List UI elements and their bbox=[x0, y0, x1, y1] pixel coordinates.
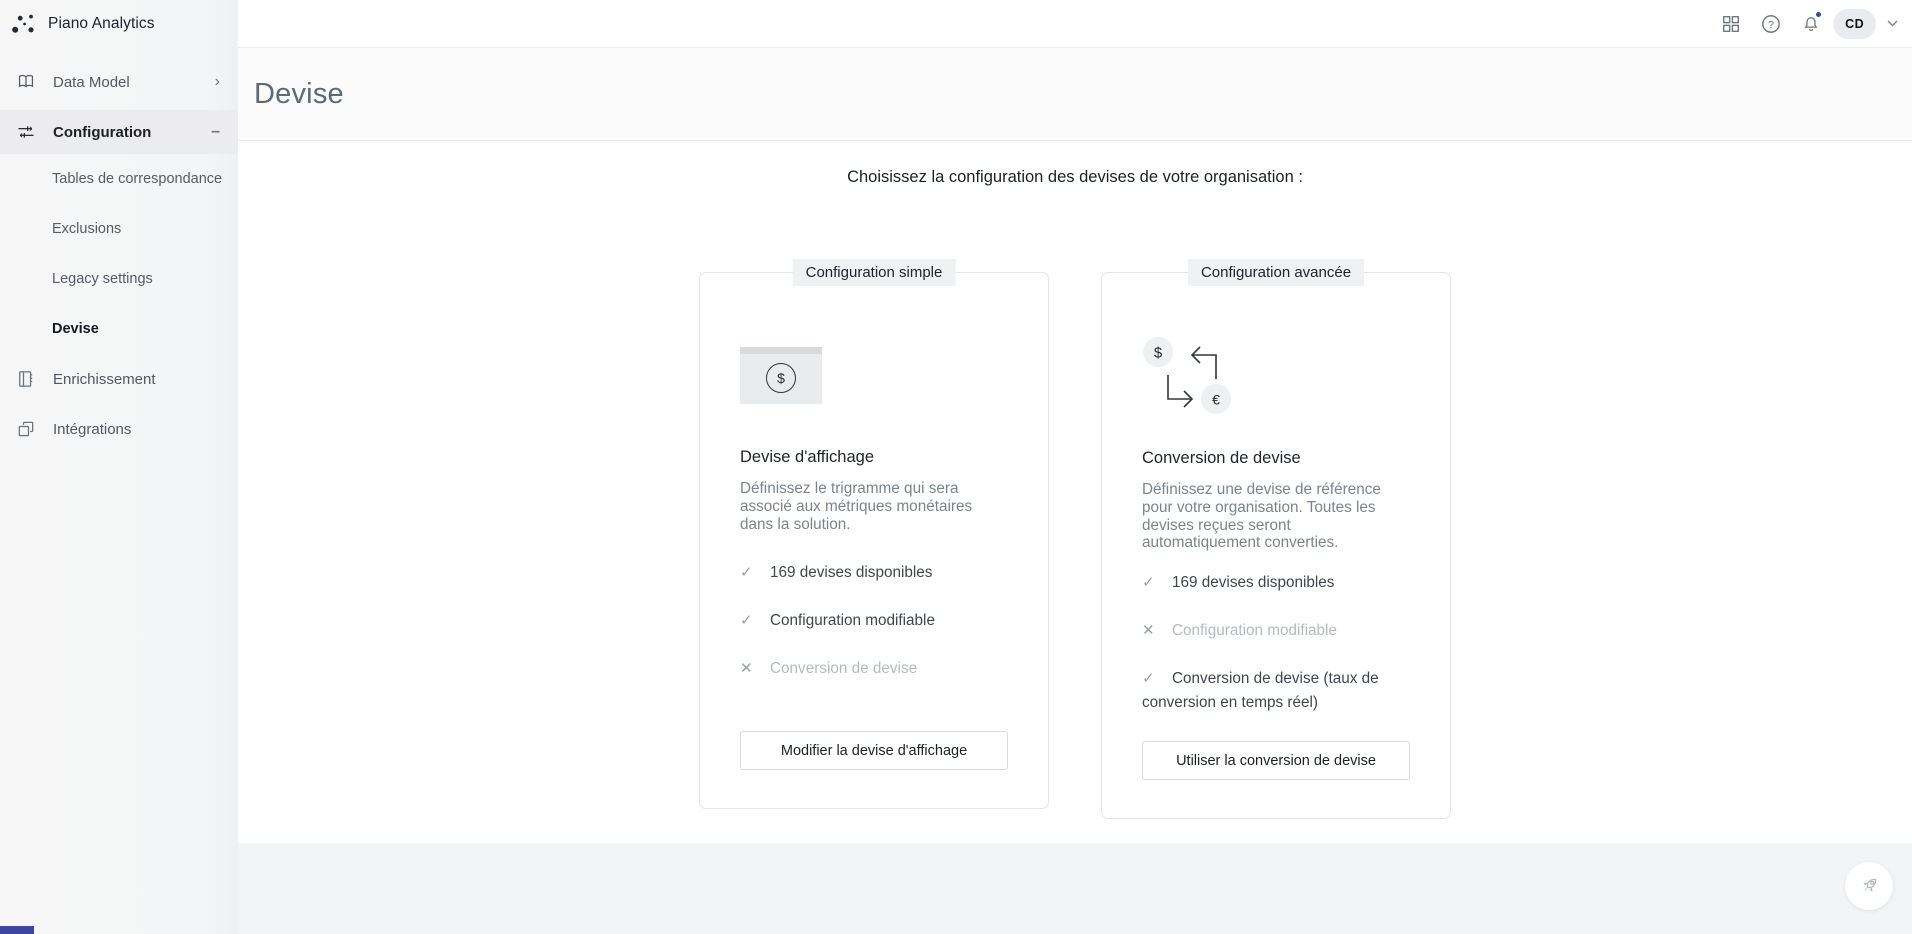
apps-grid-button[interactable] bbox=[1713, 6, 1749, 42]
chevron-right-icon: › bbox=[214, 73, 220, 90]
cross-icon: ✕ bbox=[740, 660, 753, 678]
use-currency-conversion-button[interactable]: Utiliser la conversion de devise bbox=[1142, 741, 1410, 780]
check-icon: ✓ bbox=[740, 564, 753, 582]
euro-symbol: € bbox=[1212, 391, 1220, 408]
footer-area bbox=[238, 843, 1912, 934]
notifications-button[interactable] bbox=[1793, 6, 1829, 42]
sidebar-item-data-model[interactable] bbox=[0, 60, 238, 104]
feature-row: ✕ Configuration modifiable bbox=[1142, 619, 1410, 643]
dollar-coin-icon: $ bbox=[766, 363, 796, 393]
help-button[interactable] bbox=[1753, 6, 1789, 42]
sidebar-item-label: Configuration bbox=[53, 123, 152, 141]
card-label: Configuration avancée bbox=[1188, 259, 1364, 286]
display-currency-illustration bbox=[740, 347, 822, 404]
card-configuration-simple bbox=[699, 264, 1049, 809]
card-configuration-avancee bbox=[1101, 264, 1451, 819]
sidebar-item-legacy-settings[interactable] bbox=[0, 254, 238, 304]
chevron-down-icon bbox=[1887, 20, 1898, 27]
currency-conversion-illustration bbox=[1142, 335, 1238, 419]
feature-row: ✓ 169 devises disponibles bbox=[740, 561, 1008, 585]
sidebar-item-exclusions[interactable] bbox=[0, 204, 238, 254]
configuration-cards bbox=[238, 264, 1912, 819]
svg-text:?: ? bbox=[1768, 18, 1775, 31]
collapse-icon: – bbox=[211, 123, 220, 140]
check-icon: ✓ bbox=[1142, 670, 1155, 688]
sidebar-nav bbox=[0, 60, 238, 454]
sidebar-item-integrations[interactable] bbox=[0, 404, 238, 454]
sidebar-item-tables-de-correspondance[interactable] bbox=[0, 154, 238, 204]
sidebar-item-enrichissement[interactable] bbox=[0, 354, 238, 404]
card-description: Définissez une devise de référence pour votre organisation. Toutes les devises reçues seront automatiquement converties. bbox=[1142, 481, 1381, 552]
avatar[interactable] bbox=[1833, 9, 1876, 39]
page-title: Devise bbox=[254, 77, 344, 110]
help-icon bbox=[1760, 13, 1782, 35]
check-icon: ✓ bbox=[1142, 574, 1155, 592]
piano-analytics-logo-icon bbox=[12, 13, 36, 35]
scrollbar-fragment bbox=[0, 926, 34, 934]
dollar-symbol: $ bbox=[1153, 344, 1163, 362]
app-name: Piano Analytics bbox=[48, 15, 155, 32]
panel-icon bbox=[15, 368, 37, 390]
card-title: Devise d'affichage bbox=[740, 448, 875, 466]
modify-display-currency-button[interactable]: Modifier la devise d'affichage bbox=[740, 731, 1008, 770]
sub-item-label: Exclusions bbox=[52, 221, 122, 237]
rocket-button[interactable] bbox=[1845, 862, 1893, 910]
sidebar bbox=[0, 0, 238, 934]
cross-icon: ✕ bbox=[1142, 622, 1155, 640]
sub-item-label: Tables de correspondance bbox=[52, 171, 223, 187]
sub-item-label: Devise bbox=[52, 321, 99, 337]
main-content bbox=[238, 142, 1912, 843]
feature-row: ✓ Configuration modifiable bbox=[740, 609, 1008, 633]
sliders-icon bbox=[15, 121, 37, 143]
feature-row: ✓ Conversion de devise (taux de conversion en temps réel) bbox=[1142, 667, 1410, 715]
notification-badge bbox=[1815, 11, 1822, 18]
account-menu-button[interactable] bbox=[1880, 6, 1904, 42]
feature-row: ✕ Conversion de devise bbox=[740, 657, 1008, 681]
feature-list bbox=[740, 561, 1008, 681]
window-bar bbox=[740, 347, 822, 354]
rocket-icon bbox=[1857, 874, 1881, 898]
check-icon: ✓ bbox=[740, 612, 753, 630]
topbar bbox=[238, 0, 1912, 47]
apps-grid-icon bbox=[1721, 14, 1741, 34]
sidebar-item-devise[interactable] bbox=[0, 304, 238, 354]
book-icon bbox=[15, 71, 37, 93]
card-title: Conversion de devise bbox=[1142, 449, 1301, 467]
sub-item-label: Legacy settings bbox=[52, 271, 153, 287]
feature-list bbox=[1142, 571, 1410, 715]
feature-row: ✓ 169 devises disponibles bbox=[1142, 571, 1410, 595]
sidebar-item-configuration[interactable] bbox=[0, 110, 238, 154]
app-logo[interactable] bbox=[0, 0, 238, 48]
avatar-initials: CD bbox=[1845, 16, 1864, 31]
sidebar-item-label: Intégrations bbox=[53, 420, 132, 438]
sidebar-item-label: Enrichissement bbox=[53, 370, 156, 388]
card-description: Définissez le trigramme qui sera associé aux métriques monétaires dans la solution. bbox=[740, 480, 973, 533]
overlap-squares-icon bbox=[15, 418, 37, 440]
sidebar-item-label: Data Model bbox=[53, 73, 130, 91]
intro-text: Choisissez la configuration des devises de votre organisation : bbox=[847, 168, 1303, 186]
card-label: Configuration simple bbox=[793, 259, 956, 286]
page-header bbox=[238, 47, 1912, 141]
